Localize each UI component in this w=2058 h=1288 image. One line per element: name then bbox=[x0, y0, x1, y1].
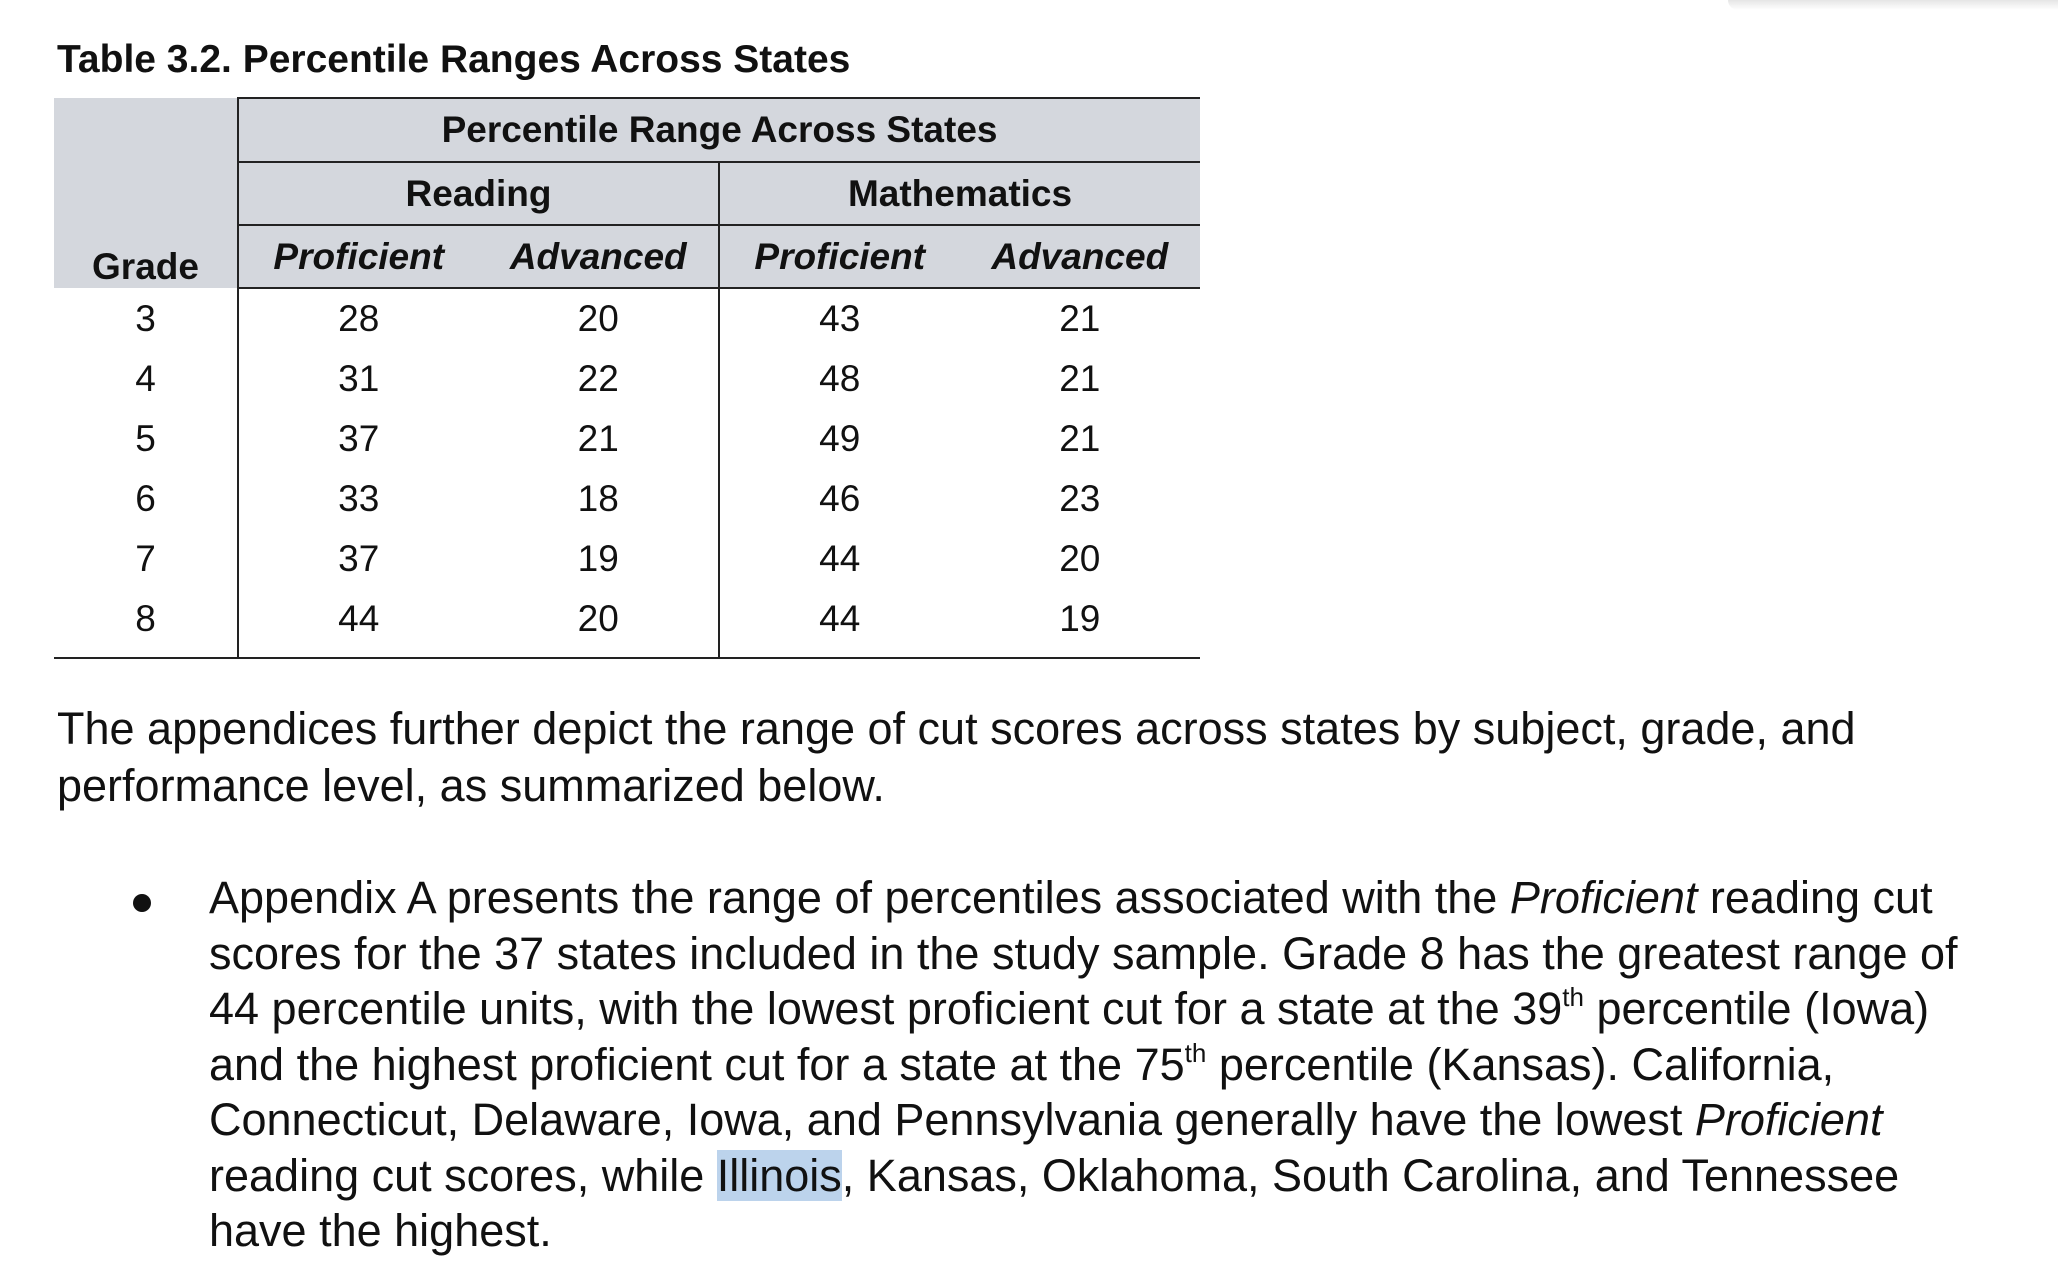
emphasis-proficient: Proficient bbox=[1694, 1094, 1883, 1145]
subject-header-mathematics: Mathematics bbox=[719, 162, 1200, 225]
math-advanced-cell: 23 bbox=[1059, 478, 1101, 519]
bullet-text-part: reading cut scores for the 37 states included in the study sample. Grade 8 has the greatest range of 44 percentile units, with the lowest proficient cut for a state at the 39 bbox=[209, 872, 1958, 1034]
selected-text-highlight[interactable]: Illinois bbox=[716, 1149, 842, 1201]
grade-cell: 5 bbox=[54, 409, 238, 469]
ordinal-suffix: th bbox=[1562, 982, 1584, 1012]
level-header-reading-proficient: Proficient bbox=[238, 225, 479, 288]
grade-cell: 8 bbox=[54, 589, 238, 658]
table-row bbox=[54, 589, 1200, 658]
table-row bbox=[54, 288, 1200, 349]
math-advanced-cell: 19 bbox=[960, 589, 1201, 658]
grade-cell: 3 bbox=[54, 288, 238, 349]
reading-advanced-cell: 20 bbox=[577, 298, 619, 339]
bullet-text bbox=[209, 870, 2009, 1259]
reading-advanced-cell: 19 bbox=[577, 538, 619, 579]
reading-proficient-cell: 37 bbox=[338, 418, 380, 459]
math-advanced-cell: 21 bbox=[1059, 358, 1101, 399]
table-row bbox=[54, 529, 1200, 589]
bullet-text-part: percentile (Iowa) and the highest proficient cut for a state at the 75 bbox=[209, 983, 1930, 1090]
reading-proficient-cell: 33 bbox=[338, 478, 380, 519]
math-proficient-cell: 44 bbox=[719, 529, 960, 589]
group-header: Percentile Range Across States bbox=[238, 98, 1200, 162]
grade-column-header: Grade bbox=[54, 98, 238, 288]
math-advanced-cell: 21 bbox=[1059, 298, 1101, 339]
level-header-math-proficient: Proficient bbox=[719, 225, 960, 288]
bullet-text-part: percentile (Kansas). California, Connecticut, Delaware, Iowa, and Pennsylvania generally have the lowest bbox=[209, 1038, 1835, 1145]
math-proficient-cell: 49 bbox=[719, 409, 960, 469]
bullet-icon bbox=[133, 894, 151, 912]
table-row bbox=[54, 349, 1200, 409]
math-proficient-cell: 44 bbox=[719, 589, 960, 658]
reading-proficient-cell: 44 bbox=[238, 589, 479, 658]
table-row bbox=[54, 409, 1200, 469]
bullet-text-part: reading cut scores, while bbox=[209, 1149, 717, 1201]
math-proficient-cell: 48 bbox=[719, 349, 960, 409]
reading-advanced-cell: 22 bbox=[577, 358, 619, 399]
math-advanced-cell: 20 bbox=[1059, 538, 1101, 579]
math-proficient-cell: 43 bbox=[719, 288, 960, 349]
reading-proficient-cell: 37 bbox=[338, 538, 380, 579]
reading-advanced-cell: 18 bbox=[577, 478, 619, 519]
bullet-text-part: , Kansas, Oklahoma, South Carolina, and Tennessee have the highest. bbox=[209, 1149, 1900, 1256]
reading-proficient-cell: 28 bbox=[338, 298, 380, 339]
grade-cell: 4 bbox=[54, 349, 238, 409]
percentile-table bbox=[54, 97, 1200, 659]
math-advanced-cell: 21 bbox=[1059, 418, 1101, 459]
level-header-reading-advanced: Advanced bbox=[479, 225, 720, 288]
ordinal-suffix: th bbox=[1184, 1037, 1207, 1068]
table-row bbox=[54, 469, 1200, 529]
subject-header-reading: Reading bbox=[238, 162, 719, 225]
window-edge-shadow bbox=[1728, 0, 2058, 10]
reading-proficient-cell: 31 bbox=[338, 358, 380, 399]
table-title: Table 3.2. Percentile Ranges Across States bbox=[57, 38, 851, 81]
grade-cell: 6 bbox=[54, 469, 238, 529]
reading-advanced-cell: 21 bbox=[577, 418, 619, 459]
emphasis-proficient: Proficient bbox=[1509, 872, 1698, 923]
summary-paragraph: The appendices further depict the range of cut scores across states by subject, grade, and performance level, as summarized below. bbox=[57, 703, 1856, 811]
grade-cell: 7 bbox=[54, 529, 238, 589]
level-header-math-advanced: Advanced bbox=[960, 225, 1201, 288]
math-proficient-cell: 46 bbox=[719, 469, 960, 529]
bullet-text-part: Appendix A presents the range of percentiles associated with the bbox=[209, 872, 1510, 923]
reading-advanced-cell: 20 bbox=[479, 589, 720, 658]
